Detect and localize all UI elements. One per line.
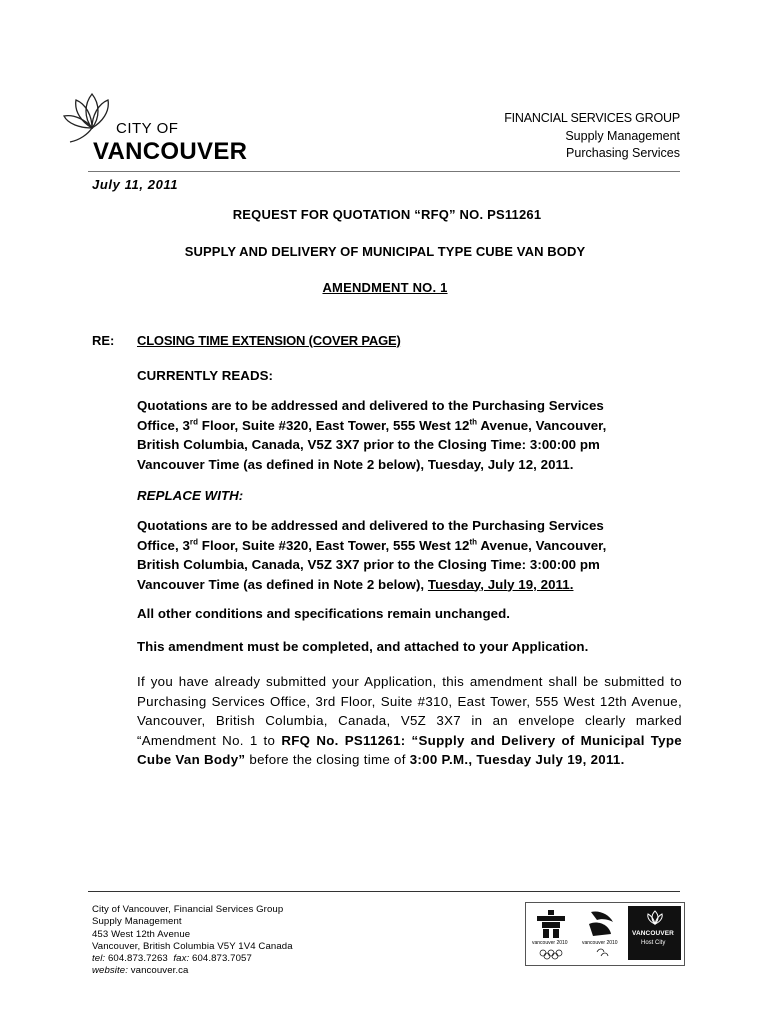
logo-city-of: CITY OF	[116, 120, 179, 137]
conditions-unchanged-note: All other conditions and specifications remain unchanged.	[137, 606, 511, 621]
para2-line2: Office, 3rd Floor, Suite #320, East Tower, 555 West 12th Avenue, Vancouver,	[137, 537, 607, 553]
host-city-name: VANCOUVER	[632, 930, 674, 937]
paralympic-icon	[579, 906, 625, 962]
currently-reads-label: CURRENTLY READS:	[137, 368, 274, 383]
para1-line1: Quotations are to be addressed and delivered to the Purchasing Services	[137, 398, 604, 413]
supply-title: SUPPLY AND DELIVERY OF MUNICIPAL TYPE CUBE VAN BODY	[184, 244, 586, 259]
vancouver-host-city-box	[628, 906, 681, 960]
current-wording-paragraph	[137, 396, 682, 474]
olympic-host-city-badge	[525, 902, 685, 966]
para2-line3: British Columbia, Canada, V5Z 3X7 prior to the Closing Time: 3:00:00 pm	[137, 557, 600, 572]
submission-instructions: If you have already submitted your Application, this amendment shall be submitted to Purchasing Services Office, 3rd Floor, Suite #310, East Tower, 555 West 12th Avenue, Vancouver, British Columbia, Canada, V5Z 3X7 in an envelope clearly marked “Amendment No. 1 to RFQ No. PS11261: “Supply and Delivery of Municipal Type Cube Van Body” before the closing time of 3:00 P.M., Tuesday July 19, 2011.	[137, 674, 682, 767]
footer-address: City of Vancouver, Financial Services Group Supply Management 453 West 12th Avenue Vancouver, British Columbia V5Y 1V4 Canada tel: 604.873.7263 fax: 604.873.7057 website: vancouver.ca	[92, 904, 293, 977]
flower-logo-icon	[62, 88, 122, 144]
purchasing-services: Purchasing Services	[566, 146, 680, 160]
paralympic-caption: vancouver 2010	[582, 940, 618, 946]
re-label: RE:	[92, 333, 115, 348]
new-closing-date: Tuesday, July 19, 2011.	[427, 576, 574, 592]
footer-divider	[88, 891, 680, 892]
footer-website: website: vancouver.ca	[92, 965, 189, 977]
replace-with-label: REPLACE WITH:	[137, 488, 244, 503]
footer-phone: tel: 604.873.7263 fax: 604.873.7057	[92, 953, 252, 965]
header-divider	[88, 171, 680, 172]
replacement-wording-paragraph	[137, 516, 682, 594]
para1-line2: Office, 3rd Floor, Suite #320, East Tower, 555 West 12th Avenue, Vancouver,	[137, 417, 607, 433]
flower-small-icon	[646, 910, 664, 926]
rfq-title: REQUEST FOR QUOTATION “RFQ” NO. PS11261	[232, 207, 542, 222]
para1-line4: Vancouver Time (as defined in Note 2 below), Tuesday, July 12, 2011.	[137, 456, 574, 472]
department-header	[504, 110, 680, 163]
host-city-tag: Host City	[641, 940, 666, 946]
logo-vancouver: VANCOUVER	[93, 138, 248, 165]
inukshuk-olympic-icon	[529, 906, 573, 962]
para2-line4: Vancouver Time (as defined in Note 2 below), Tuesday, July 19, 2011.	[137, 576, 574, 592]
city-of-vancouver-logo	[62, 88, 252, 168]
olympic-caption: vancouver 2010	[532, 940, 568, 946]
para1-line3: British Columbia, Canada, V5Z 3X7 prior to the Closing Time: 3:00:00 pm	[137, 437, 600, 452]
supply-management: Supply Management	[565, 128, 680, 143]
document-date: July 11, 2011	[92, 177, 179, 192]
re-subject: CLOSING TIME EXTENSION (COVER PAGE)	[137, 333, 401, 348]
financial-services-group: FINANCIAL SERVICES GROUP	[504, 111, 680, 125]
amendment-title: AMENDMENT NO. 1	[322, 280, 448, 295]
attach-amendment-note: This amendment must be completed, and attached to your Application.	[137, 639, 589, 654]
para2-line1: Quotations are to be addressed and delivered to the Purchasing Services	[137, 518, 604, 533]
